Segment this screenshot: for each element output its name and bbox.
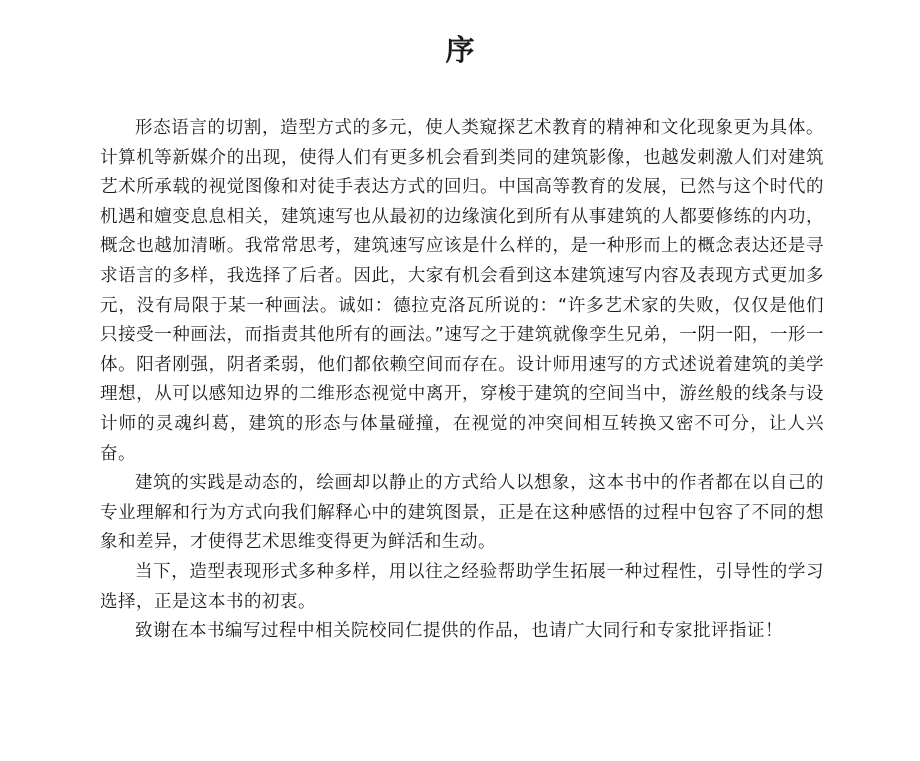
paragraph-3: 当下，造型表现形式多种多样，用以往之经验帮助学生拓展一种过程性，引导性的学习选择，正是这本书的初衷。 (100, 561, 824, 612)
preface-body (100, 114, 824, 647)
paragraph-4: 致谢在本书编写过程中相关院校同仁提供的作品，也请广大同行和专家批评指证！ (135, 621, 783, 642)
page-title: 序 (445, 33, 475, 67)
paragraph-1: 形态语言的切割，造型方式的多元，使人类窥探艺术教育的精神和文化现象更为具体。计算机等新媒介的出现，使得人们有更多机会看到类同的建筑影像，也越发刺激人们对建筑艺术所承载的视觉图像和对徒手表达方式的回归。中国高等教育的发展，已然与这个时代的机遇和嬗变息息相关，建筑速写也从最初的边缘演化到所有从事建筑的人都要修练的内功，概念也越加清晰。我常常思考，建筑速写应该是什么样的，是一种形而上的概念表达还是寻求语言的多样，我选择了后者。因此，大家有机会看到这本建筑速写内容及表现方式更加多元，没有局限于某一种画法。诚如：德拉克洛瓦所说的：“许多艺术家的失败，仅仅是他们只接受一种画法，而指责其他所有的画法。”速写之于建筑就像孪生兄弟，一阴一阳，一形一体。阳者刚强，阴者柔弱，他们都依赖空间而存在。设计师用速写的方式述说着建筑的美学理想，从可以感知边界的二维形态视觉中离开，穿梭于建筑的空间当中，游丝般的线条与设计师的灵魂纠葛，建筑的形态与体量碰撞，在视觉的冲突间相互转换又密不可分，让人兴奋。 (100, 118, 824, 464)
paragraph-2: 建筑的实践是动态的，绘画却以静止的方式给人以想象，这本书中的作者都在以自己的专业理解和行为方式向我们解释心中的建筑图景，正是在这种感悟的过程中包容了不同的想象和差异，才使得艺术思维变得更为鲜活和生动。 (100, 473, 824, 553)
